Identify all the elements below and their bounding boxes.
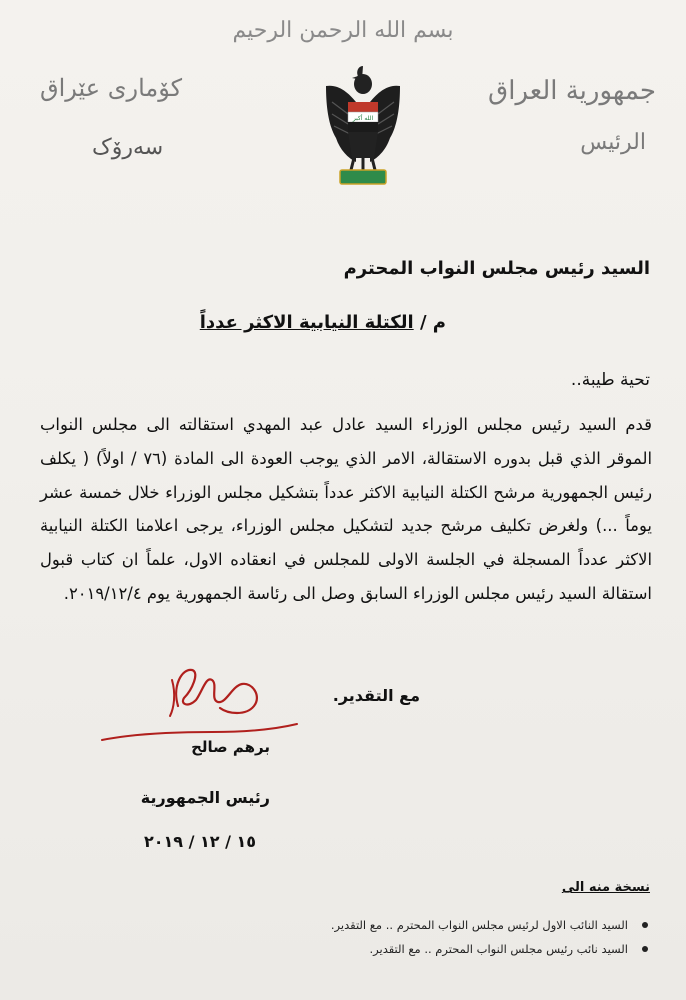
basmala: بسم الله الرحمن الرحيم xyxy=(232,18,454,43)
closing-regards: مع التقدير. xyxy=(332,686,420,705)
office-title-kurdish: سەرۆک xyxy=(92,135,164,160)
bullet-icon xyxy=(642,946,648,952)
greeting: تحية طيبة.. xyxy=(570,370,650,390)
list-item: السيد نائب رئيس مجلس النواب المحترم .. مع التقدير. xyxy=(90,942,650,956)
bullet-icon xyxy=(642,922,648,928)
list-item: السيد النائب الاول لرئيس مجلس النواب المحترم .. مع التقدير. xyxy=(90,918,650,932)
subject-text: الكتلة النيابية الاكثر عدداً xyxy=(199,312,414,333)
subject-prefix: م / xyxy=(419,312,446,333)
eagle-emblem-icon xyxy=(318,62,408,192)
republic-title-kurdish: كۆماری عێراق xyxy=(40,74,183,102)
addressee: السيد رئيس مجلس النواب المحترم xyxy=(343,258,650,279)
signer-title: رئيس الجمهورية xyxy=(140,788,270,807)
letter-body: قدم السيد رئيس مجلس الوزراء السيد عادل عبد المهدي استقالته الى مجلس النواب الموقر الذي قبل بدوره الاستقالة، الامر الذي يوجب العودة الى المادة (٧٦ / اولاً) ( يكلف رئيس الجمهورية مرشح الكتلة النيابية الاكثر عدداً بتشكيل مجلس الوزراء خلال خمسة عشر يوماً ...) ولغرض تكليف مرشح جديد لتشكيل مجلس الوزراء، يرجى اعلامنا الكتلة النيابية الاكثر عدداً المسجلة في الجلسة الاولى للمجلس في انعقاده الاول، علماً ان كتاب قبول استقالة السيد رئيس مجلس الوزراء السابق وصل الى رئاسة الجمهورية يوم ٢٠١٩/١٢/٤. xyxy=(40,415,652,603)
office-title-arabic: الرئيس xyxy=(580,130,646,155)
signer-name: برهم صالح xyxy=(191,738,270,756)
copies-list xyxy=(90,918,650,966)
republic-title-arabic: جمهورية العراق xyxy=(488,76,656,106)
copies-heading: نسخة منه الى xyxy=(561,880,650,895)
signature-date: ١٥ / ١٢ / ٢٠١٩ xyxy=(143,832,257,851)
emblem-label: الله أكبر xyxy=(352,115,374,122)
subject-line xyxy=(200,312,446,333)
